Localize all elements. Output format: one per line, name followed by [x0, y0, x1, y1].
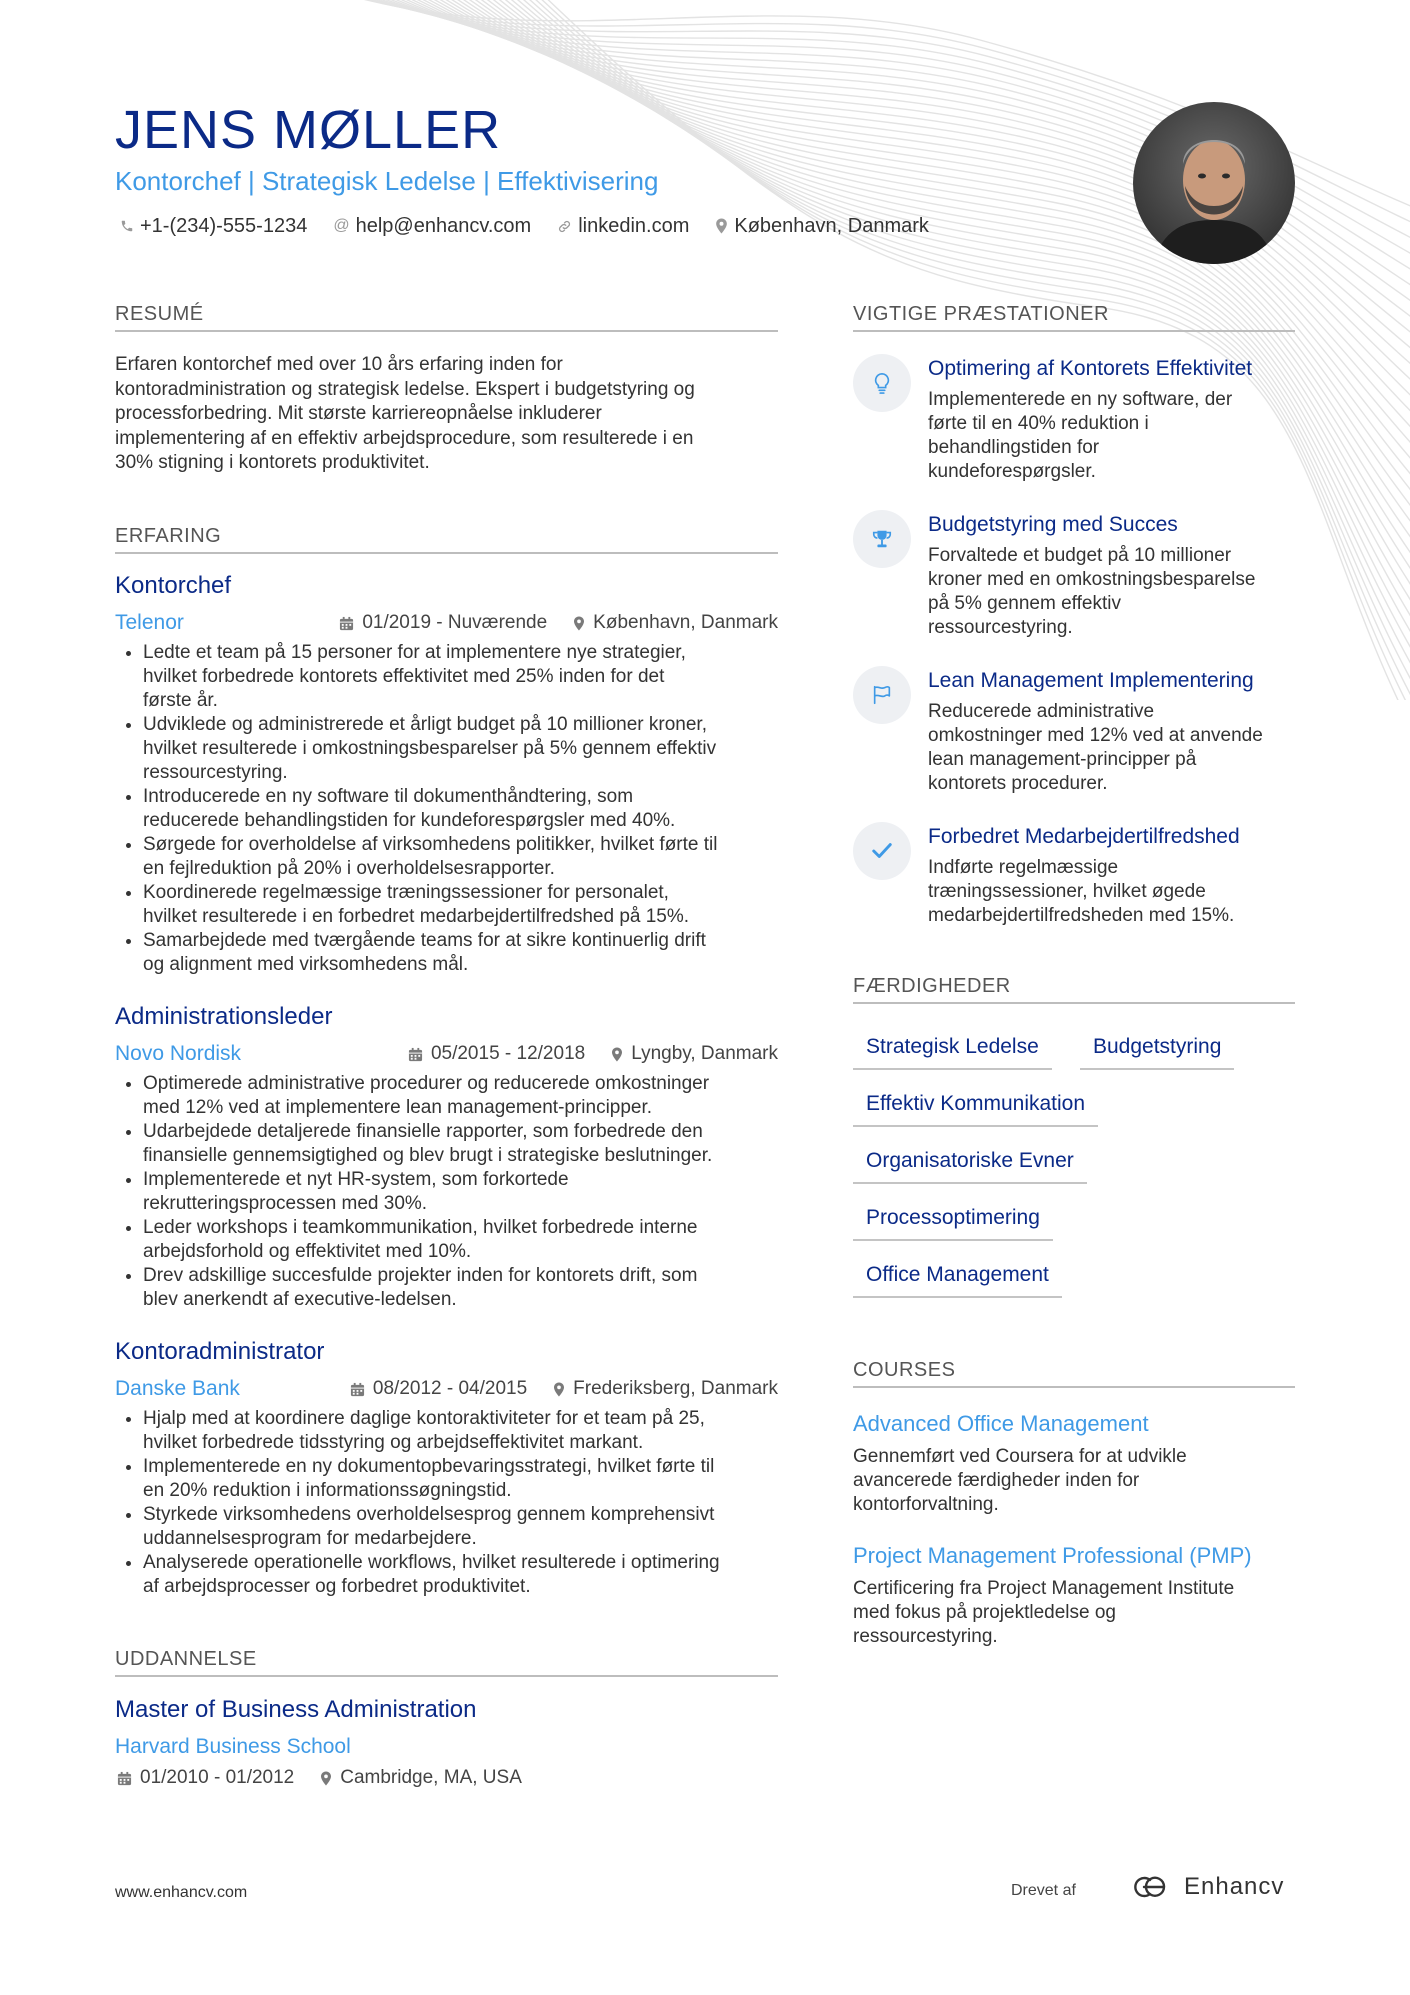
contact-phone[interactable] — [120, 213, 307, 239]
job-bullet: • Sørgede for overholdelse af virksomhedens politikker, hvilket førte til en fejlreduktion på 20% i overholdelsesrapporter. — [143, 833, 783, 881]
achievement-title: Budgetstyring med Succes — [928, 513, 1178, 536]
candidate-subtitle: Kontorchef | Strategisk Ledelse | Effektivisering — [115, 166, 659, 196]
calendar-icon — [117, 1771, 132, 1786]
flag-icon — [853, 666, 911, 724]
section-title-skills: FÆRDIGHEDER — [853, 974, 1295, 1004]
job-dates: 05/2015 - 12/2018 — [430, 1043, 586, 1064]
contact-linkedin[interactable] — [557, 213, 689, 239]
course-desc: Gennemført ved Coursera for at udvikle avancerede færdigheder inden for kontorforvaltning. — [853, 1446, 1187, 1515]
job-title: Kontorchef — [115, 572, 232, 599]
job-company: Novo Nordisk — [115, 1042, 242, 1065]
job-meta — [339, 611, 778, 635]
phone-text: +1-(234)-555-1234 — [140, 215, 308, 237]
achievement-title: Lean Management Implementering — [928, 669, 1254, 692]
section-title-courses: COURSES — [853, 1358, 1295, 1388]
job-title: Kontoradministrator — [115, 1338, 325, 1365]
job-bullet: • Koordinerede regelmæssige træningssessioner for personalet, hvilket resulterede i en forbedret medarbejdertilfredshed på 15%. — [143, 881, 783, 929]
linkedin-text: linkedin.com — [578, 215, 690, 237]
summary-text — [115, 353, 778, 476]
enhancv-logo-text: Enhancv — [1184, 1873, 1285, 1900]
skill-tag: Office Management — [853, 1262, 1062, 1298]
job-bullet: • Samarbejdede med tværgående teams for at sikre kontinuerlig drift og alignment med virksomhedens mål. — [143, 929, 783, 977]
lightbulb-icon — [853, 354, 911, 412]
location-pin-icon — [611, 1047, 623, 1062]
job-bullets — [115, 641, 783, 977]
job-location: Frederiksberg, Danmark — [573, 1378, 778, 1399]
achievement-desc: Implementerede en ny software, der førte til en 40% reduktion i behandlingstiden for kundeforespørgsler. — [928, 389, 1233, 482]
job-meta — [408, 1042, 778, 1066]
skill-tag: Effektiv Kommunikation — [853, 1091, 1098, 1127]
course-desc: Certificering fra Project Management Institute med fokus på projektledelse og ressourcestyring. — [853, 1578, 1235, 1647]
profile-photo — [1133, 102, 1295, 264]
location-text: København, Danmark — [734, 215, 929, 237]
job-bullet: • Leder workshops i teamkommunikation, hvilket forbedrede interne arbejdsforhold og effektivitet med 10%. — [143, 1216, 783, 1264]
job-title: Administrationsleder — [115, 1003, 333, 1030]
job-bullets — [115, 1407, 783, 1599]
job-location: København, Danmark — [593, 612, 778, 633]
job-bullet: • Udviklede og administrerede et årligt budget på 10 millioner kroner, hvilket resulterede i omkostningsbesparelser på 5% gennem effektiv ressourcestyring. — [143, 713, 783, 785]
enhancv-logo-icon — [1130, 1874, 1178, 1900]
footer-powered-by: Drevet af — [1011, 1882, 1076, 1899]
education-degree: Master of Business Administration — [115, 1696, 477, 1723]
location-pin-icon — [320, 1771, 332, 1786]
checkmark-icon — [853, 822, 911, 880]
education-school: Harvard Business School — [115, 1735, 351, 1758]
job-company: Telenor — [115, 611, 184, 634]
calendar-icon — [408, 1047, 423, 1062]
summary-line: processforbedring. Mit største karriereopnåelse inkluderer — [115, 403, 602, 424]
job-bullet: • Udarbejdede detaljerede finansielle rapporter, som forbedrede den finansielle gennemsigtighed og blev brugt i strategiske beslutninger. — [143, 1120, 783, 1168]
achievement-desc: Forvaltede et budget på 10 millioner kroner med en omkostningsbesparelse på 5% gennem effektiv ressourcestyring. — [928, 545, 1256, 638]
section-title-experience: ERFARING — [115, 524, 778, 554]
footer-website[interactable]: www.enhancv.com — [115, 1884, 248, 1901]
calendar-icon — [339, 616, 354, 631]
skill-tag: Processoptimering — [853, 1205, 1053, 1241]
phone-icon — [120, 219, 134, 233]
education-meta — [117, 1766, 522, 1790]
education-dates: 01/2010 - 01/2012 — [140, 1767, 295, 1788]
job-bullet: • Optimerede administrative procedurer og reducerede omkostninger med 12% ved at implementere lean management-principper. — [143, 1072, 783, 1120]
section-title-education: UDDANNELSE — [115, 1647, 778, 1677]
section-title-summary: RESUMÉ — [115, 302, 778, 332]
skill-tag: Organisatoriske Evner — [853, 1148, 1087, 1184]
contact-location — [715, 213, 929, 239]
location-pin-icon — [573, 616, 585, 631]
wave-line — [481, 0, 1410, 599]
summary-line: kontoradministration og strategisk ledelse. Ekspert i budgetstyring og — [115, 378, 695, 400]
achievement-desc: Reducerede administrative omkostninger med 12% ved at anvende lean management-principper på kontorets procedurer. — [928, 701, 1263, 794]
job-company: Danske Bank — [115, 1377, 240, 1400]
job-bullet: • Introducerede en ny software til dokumenthåndtering, som reducerede behandlingstiden for kundeforespørgsler med 40%. — [143, 785, 783, 833]
job-bullet: • Ledte et team på 15 personer for at implementere nye strategier, hvilket forbedrede kontorets effektivitet med 25% inden for det første år. — [143, 641, 783, 713]
contact-bar — [120, 213, 929, 239]
job-dates: 08/2012 - 04/2015 — [372, 1378, 528, 1399]
contact-email[interactable] — [333, 213, 531, 239]
trophy-icon — [853, 510, 911, 568]
enhancv-logo[interactable] — [1130, 1873, 1284, 1901]
link-icon — [557, 219, 572, 234]
job-bullet: • Implementerede en ny dokumentopbevaringsstrategi, hvilket førte til en 20% reduktion i informationssøgningstid. — [143, 1455, 783, 1503]
candidate-name: JENS MØLLER — [115, 100, 502, 160]
location-pin-icon — [553, 1382, 565, 1397]
job-bullet: • Analyserede operationelle workflows, hvilket resulterede i optimering af arbejdsprocesser og forbedret produktivitet. — [143, 1551, 783, 1599]
course-title: Project Management Professional (PMP) — [853, 1543, 1252, 1568]
achievement-title: Forbedret Medarbejdertilfredshed — [928, 825, 1240, 848]
job-bullet: • Implementerede et nyt HR-system, som forkortede rekrutteringsprocessen med 30%. — [143, 1168, 783, 1216]
course-title: Advanced Office Management — [853, 1411, 1149, 1436]
email-text: help@enhancv.com — [355, 215, 532, 237]
summary-line: 30% stigning i kontorets produktivitet. — [115, 452, 430, 473]
job-dates: 01/2019 - Nuværende — [362, 612, 548, 633]
location-pin-icon — [715, 218, 728, 234]
job-bullets — [115, 1072, 783, 1312]
calendar-icon — [350, 1382, 365, 1397]
achievement-title: Optimering af Kontorets Effektivitet — [928, 357, 1253, 380]
education-location: Cambridge, MA, USA — [340, 1767, 522, 1788]
summary-line: implementering af en effektiv arbejdsprocedure, som resulterede i en — [115, 427, 694, 449]
job-bullet: • Drev adskillige succesfulde projekter inden for kontorets drift, som blev anerkendt af executive-ledelsen. — [143, 1264, 783, 1312]
job-bullet: • Hjalp med at koordinere daglige kontoraktiviteter for et team på 25, hvilket forbedrede tidsstyring og arbejdseffektivitet markant. — [143, 1407, 783, 1455]
job-bullet: • Styrkede virksomhedens overholdelsesprog gennem komprehensivt uddannelsesprogram for medarbejdere. — [143, 1503, 783, 1551]
section-title-achievements: VIGTIGE PRÆSTATIONER — [853, 302, 1295, 332]
skill-tag: Strategisk Ledelse — [853, 1034, 1052, 1070]
achievement-desc: Indførte regelmæssige træningssessioner, hvilket øgede medarbejdertilfredsheden med 15%. — [928, 857, 1235, 926]
job-location: Lyngby, Danmark — [631, 1043, 778, 1064]
job-meta — [350, 1377, 778, 1401]
wave-line — [475, 0, 1410, 583]
skill-tag: Budgetstyring — [1080, 1034, 1234, 1070]
at-icon: @ — [333, 217, 350, 234]
summary-line: Erfaren kontorchef med over 10 års erfaring inden for — [115, 354, 563, 375]
